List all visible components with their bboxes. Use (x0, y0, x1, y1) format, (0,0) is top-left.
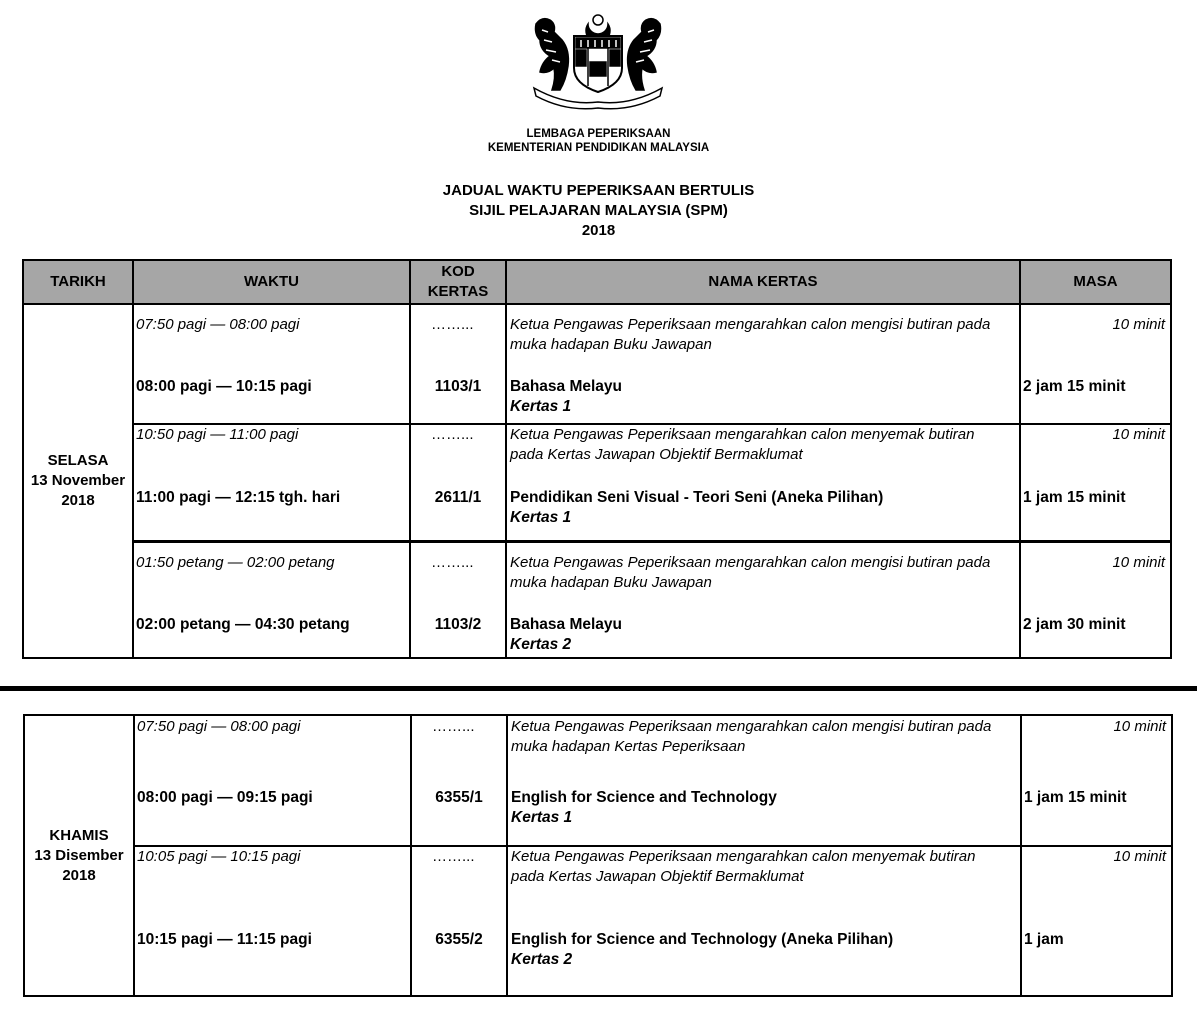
title-line-2: SIJIL PELAJARAN MALAYSIA (SPM) (469, 202, 728, 219)
prep-code: ……... (431, 316, 474, 333)
date-cell: KHAMIS 13 Disember 2018 (24, 715, 134, 996)
exam-duration: 1 jam 15 minit (1024, 789, 1127, 806)
exam-time: 08:00 pagi — 10:15 pagi (136, 378, 312, 395)
col-kod-kertas: KOD KERTAS (410, 260, 506, 304)
paper-sub: Kertas 2 (510, 635, 572, 653)
prep-instruction: Ketua Pengawas Peperiksaan mengarahkan calon mengisi butiran pada muka hadapan Buku Jawapan (510, 316, 991, 353)
prep-duration: 10 minit (1112, 426, 1165, 443)
paper-sub: Kertas 2 (511, 951, 573, 968)
paper-name: Bahasa Melayu Kertas 2 (510, 615, 622, 653)
paper-name: English for Science and Technology Kertas 1 (511, 789, 777, 826)
prep-duration: 10 minit (1113, 848, 1166, 865)
prep-time: 07:50 pagi — 08:00 pagi (136, 316, 300, 333)
prep-code: ……... (432, 718, 475, 735)
exam-time: 02:00 petang — 04:30 petang (136, 615, 350, 633)
timetable-day-1 (22, 259, 1172, 659)
col-masa: MASA (1020, 260, 1171, 304)
paper-name: Bahasa Melayu Kertas 1 (510, 378, 622, 415)
col-waktu: WAKTU (133, 260, 410, 304)
exam-duration: 2 jam 30 minit (1023, 615, 1126, 633)
paper-sub: Kertas 1 (511, 809, 573, 826)
prep-instruction: Ketua Pengawas Peperiksaan mengarahkan calon mengisi butiran pada muka hadapan Kertas Peperiksaan (511, 718, 992, 755)
paper-sub: Kertas 1 (510, 398, 572, 415)
prep-duration: 10 minit (1112, 316, 1165, 333)
paper-code: 2611/1 (434, 489, 482, 506)
exam-duration: 1 jam (1024, 931, 1064, 948)
col-tarikh: TARIKH (23, 260, 133, 304)
prep-code: ……... (431, 426, 474, 443)
date-cell: SELASA 13 November 2018 (23, 304, 133, 658)
paper-code: 6355/2 (435, 931, 483, 948)
paper-name: English for Science and Technology (Aneka Pilihan) Kertas 2 (511, 931, 894, 968)
org-line-2: KEMENTERIAN PENDIDIKAN MALAYSIA (487, 142, 710, 154)
table-row (23, 304, 1171, 424)
prep-code: ……... (431, 553, 474, 571)
title-line-3: 2018 (581, 222, 616, 239)
paper-code: 1103/2 (434, 615, 482, 633)
table-row (23, 541, 1171, 658)
prep-time: 01:50 petang — 02:00 petang (136, 553, 335, 571)
paper-name: Pendidikan Seni Visual - Teori Seni (Aneka Pilihan) Kertas 1 (510, 489, 884, 526)
paper-code: 6355/1 (435, 789, 483, 806)
exam-time: 08:00 pagi — 09:15 pagi (137, 789, 313, 806)
prep-instruction: Ketua Pengawas Peperiksaan mengarahkan calon menyemak butiran pada Kertas Jawapan Objektif Bermaklumat (511, 848, 976, 885)
prep-time: 10:05 pagi — 10:15 pagi (137, 848, 301, 865)
exam-duration: 1 jam 15 minit (1023, 489, 1126, 506)
exam-duration: 2 jam 15 minit (1023, 378, 1126, 395)
table-header-row (23, 260, 1171, 304)
table-row (24, 715, 1172, 846)
exam-time: 11:00 pagi — 12:15 tgh. hari (136, 489, 341, 506)
col-nama-kertas: NAMA KERTAS (506, 260, 1020, 304)
table-row (23, 424, 1171, 541)
table-row (24, 846, 1172, 996)
prep-time: 10:50 pagi — 11:00 pagi (136, 426, 299, 443)
exam-time: 10:15 pagi — 11:15 pagi (137, 931, 312, 948)
coat-of-arms-logo (526, 10, 670, 110)
org-line-1: LEMBAGA PEPERIKSAAN (526, 128, 671, 140)
prep-code: ……... (432, 848, 475, 865)
prep-instruction: Ketua Pengawas Peperiksaan mengarahkan calon mengisi butiran pada muka hadapan Buku Jawapan (510, 553, 991, 591)
prep-duration: 10 minit (1113, 718, 1166, 735)
title-line-1: JADUAL WAKTU PEPERIKSAAN BERTULIS (442, 182, 755, 199)
page-separator (0, 686, 1197, 691)
prep-time: 07:50 pagi — 08:00 pagi (137, 718, 301, 735)
paper-code: 1103/1 (434, 378, 482, 395)
prep-instruction: Ketua Pengawas Peperiksaan mengarahkan calon menyemak butiran pada Kertas Jawapan Objektif Bermaklumat (510, 426, 975, 463)
paper-sub: Kertas 1 (510, 509, 572, 526)
prep-duration: 10 minit (1112, 553, 1165, 571)
timetable-day-2 (23, 714, 1173, 997)
